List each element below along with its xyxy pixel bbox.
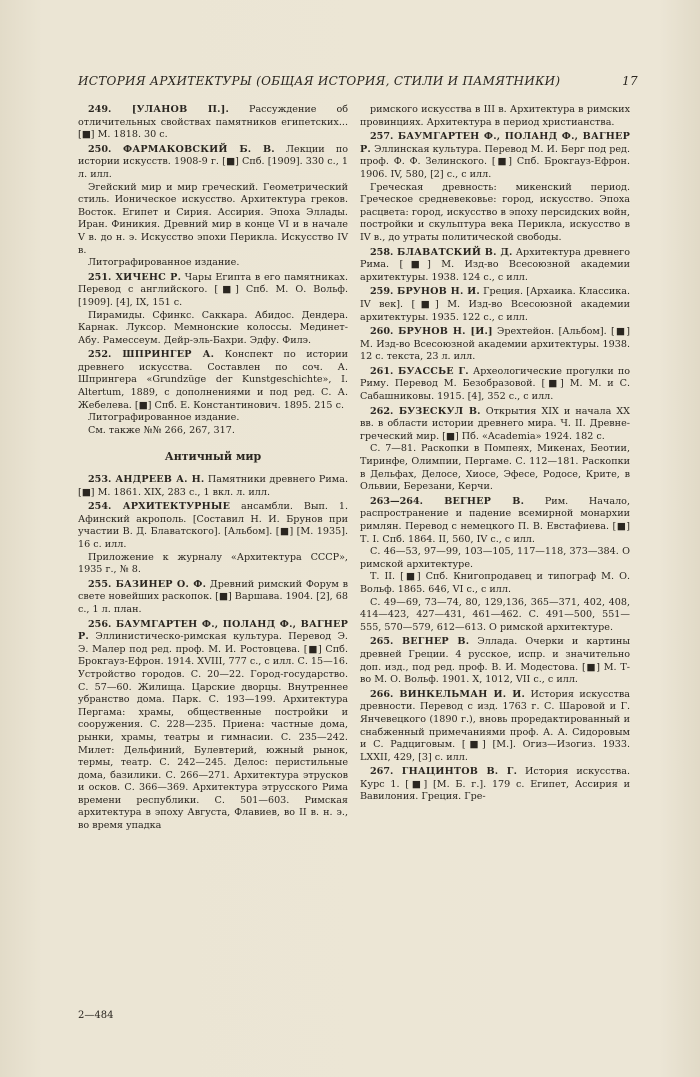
entry-body: История искусства. Курс 1. [■] [М. Б. г.]. 179 с. Египет, Ассирия и Вавилония. Греция. Гре- (360, 766, 630, 803)
entry-body: Рим. Начало, распространение и падение всемирной монархии римлян. Перевод с немецкого П. В. Евстафиева. [■] Т. I. Спб. 1864. II, 560, IV с., с илл. (360, 495, 631, 545)
entry-annotation (360, 597, 630, 635)
entry-number: 258. (370, 246, 394, 258)
entry-body: Пирамиды. Сфинкс. Саккара. Абидос. Дендера. Карнак. Луксор. Мемнонские колоссы. Мединет-Абу. Рамессеум. Дейр-эль-Бахри. Эдфу. Филэ. (78, 309, 348, 346)
bibliography-entry (78, 349, 348, 437)
signature-mark: 2—484 (78, 1010, 114, 1021)
entry-body: Древний римский Форум в свете новейших раскопок. [■] Варшава. 1904. [2], 68 с., 1 л. план. (78, 578, 348, 615)
entry-text (78, 349, 348, 412)
bibliography-entry (360, 689, 630, 765)
entry-number: 252. (88, 349, 112, 361)
entry-text (78, 144, 348, 182)
entry-body: Рассуждение об отличительных свойствах памятников египетских... [■] М. 1818. 30 с. (78, 104, 348, 141)
bibliography-entry (360, 326, 630, 364)
entry-body: Конспект по истории древнего искусства. Составлен по соч. А. Шпрингера «Grundzüge der Kunstgeschichte», I. Altertum, 1889, с дополнениями и под ред. С. А. Жебелева. [■] Спб. Е. Константинович. 1895. 215 с. (78, 349, 348, 411)
entry-annotation (78, 182, 348, 258)
entry-annotation (360, 182, 630, 245)
left-column (78, 104, 348, 835)
entry-body: С. 49—69, 73—74, 80, 129,136, 365—371, 402, 408, 414—423, 427—431, 461—462. С. 491—500, 551—555, 570—579, 612—613. О римской архитектуре. (360, 596, 630, 633)
entry-author: ВЕГНЕР В. (423, 495, 525, 507)
page-number: 17 (622, 74, 638, 88)
entry-body: Греческая древность: микенский период. Греческое средневековье: город, искусство. Эпоха расцвета: город, искусство в эпоху персидских войн, постройки и скульптура века Перикла, искусство в IV в., до утраты политической свободы. (360, 181, 630, 243)
entry-author: [УЛАНОВ П.]. (111, 104, 229, 115)
entry-text (78, 104, 348, 142)
entry-body: Эллинская культура. Перевод М. И. Берг под ред. проф. Ф. Ф. Зелинского. [■] Спб. Брокгауз-Ефрон. 1906. IV, 580, [2] с., с илл. (360, 143, 630, 180)
entry-number: 262. (370, 405, 394, 417)
entry-text (360, 496, 630, 546)
entry-author: ВИНКЕЛЬМАН И. И. (393, 688, 526, 700)
entry-text (78, 474, 348, 499)
bibliography-entry (360, 366, 630, 404)
entry-number: 256. (88, 618, 112, 630)
entry-text (360, 636, 630, 686)
entry-text (360, 104, 630, 129)
entry-body: История искусства древности. Перевод с изд. 1763 г. С. Шаровой и Г. Янчевецкого (1890 г.), вновь проредактированный и снабженный примечаниями проф. А. А. Сидоровым и С. Радциговым. [■] [М.]. Огиз—Изогиз. 1933. LXXII, 429, [3] с. илл. (360, 688, 631, 763)
entry-annotation (360, 443, 630, 493)
entry-body: Эрехтейон. [Альбом]. [■] М. Изд-во Всесоюзной академии архитектуры. 1938. 12 с. текста, 23 л. илл. (360, 326, 630, 363)
entry-author: ФАРМАКОВСКИЙ Б. В. (111, 143, 275, 155)
entry-text (360, 766, 630, 804)
bibliography-entry (78, 474, 348, 499)
entry-annotation (78, 552, 348, 577)
entry-body: римского искусства в III в. Архитектура в римских провинциях. Архитектура в период христианства. (360, 104, 630, 128)
entry-body: Приложение к журналу «Архитектура СССР», 1935 г., № 8. (78, 551, 348, 576)
entry-text (78, 501, 348, 551)
entry-text (360, 131, 630, 181)
entry-text (360, 326, 630, 364)
entry-author: БРУНОВ Н. И. (393, 286, 480, 298)
bibliography-entry (78, 579, 348, 617)
entry-number: 266. (370, 688, 394, 700)
entry-body: Т. II. [■] Спб. Книгопродавец и типограф М. О. Вольф. 1865. 646, VI с., с илл. (360, 571, 630, 595)
entry-body: Чары Египта в его памятниках. Перевод с английского. [■] Спб. М. О. Вольф. [1909]. [4], IX, 151 с. (78, 271, 348, 308)
entry-body: Открытия XIX и начала XX вв. в области истории древнего мира. Ч. II. Древне-греческий мир. [■] Пб. «Academia» 1924. 182 с. (360, 405, 630, 442)
entry-author: БАЗИНЕР О. Ф. (111, 578, 207, 590)
entry-number: 254. (88, 501, 112, 513)
entry-number: 250. (88, 143, 112, 155)
entry-number: 253. (88, 474, 112, 486)
entry-text (360, 406, 630, 444)
entry-text (360, 689, 630, 765)
bibliography-entry (360, 406, 630, 494)
entry-list (360, 104, 630, 804)
entry-annotation (78, 310, 348, 348)
entry-body: Литографированное издание. (88, 412, 240, 424)
entry-number: 257. (370, 131, 394, 143)
entry-number: 267. (370, 766, 394, 778)
entry-number: 261. (370, 365, 394, 377)
entry-number: 251. (88, 271, 112, 283)
entry-author: БУЗЕСКУЛ В. (393, 405, 481, 417)
entry-body: Памятники древнего Рима. [■] М. 1861. XIX, 283 с., 1 вкл. л. илл. (78, 474, 348, 498)
entry-annotation (78, 412, 348, 425)
entry-author: БЛАВАТСКИЙ В. Д. (393, 246, 513, 258)
entry-author: АРХИТЕКТУРНЫЕ (111, 501, 231, 513)
running-header-title: ИСТОРИЯ АРХИТЕКТУРЫ (ОБЩАЯ ИСТОРИЯ, СТИЛИ И ПАМЯТНИКИ) (78, 74, 561, 88)
entry-body: Археологические прогулки по Риму. Перевод М. Безобразовой. [■] М. М. и С. Сабашниковы. 1915. [4], 352 с., с илл. (360, 365, 630, 403)
entry-author: БАУМГАРТЕН Ф., ПОЛАНД Ф., ВАГНЕР Р. (360, 131, 630, 155)
bibliography-entry (78, 272, 348, 348)
entry-text (360, 247, 630, 285)
entry-number: 263—264. (370, 495, 423, 507)
entry-body: С. 46—53, 97—99, 103—105, 117—118, 373—384. О римской архитектуре. (360, 546, 630, 570)
entry-number: 249. (88, 104, 112, 115)
entry-text (78, 579, 348, 617)
entry-text (360, 286, 630, 324)
entry-author: АНДРЕЕВ А. Н. (111, 474, 205, 486)
bibliography-entry (78, 501, 348, 577)
entry-list (78, 474, 348, 833)
section-title: Античный мир (164, 450, 262, 464)
entry-number: 255. (88, 578, 112, 590)
entry-list (78, 104, 348, 437)
entry-text (360, 366, 630, 404)
entry-author: ГНАЦИНТОВ В. Г. (393, 766, 518, 778)
entry-author: ВЕГНЕР В. (393, 636, 470, 648)
entry-text (78, 272, 348, 310)
entry-body: Лекции по истории искусств. 1908-9 г. [■] Спб. [1909]. 330 с., 1 л. илл. (78, 143, 348, 180)
entry-body: См. также №№ 266, 267, 317. (88, 424, 235, 436)
entry-author: ШПРИНГЕР А. (111, 349, 215, 361)
entry-body: С. 7—81. Раскопки в Помпеях, Микенах, Беотии, Тиринфе, Олимпии, Пергаме. С. 112—181. Раскопки в Дельфах, Делосе, Хиосе, Эфесе, Родосе, Крите, в Ольвии, Березани, Керчи. (360, 443, 630, 493)
bibliography-entry (360, 496, 630, 635)
entry-body: ансамбли. Вып. 1. Афинский акрополь. [Составил Н. И. Брунов при участии В. Д. Блаватского]. [Альбом]. [■] [М. 1935]. 16 с. илл. (78, 501, 348, 550)
entry-body: Архитектура древнего Рима. [■] М. Изд-во Всесоюзной академии архитектуры. 1938. 124 с., с илл. (360, 246, 630, 283)
entry-body: Литографированное издание. (88, 257, 240, 269)
entry-annotation (78, 257, 348, 270)
bibliography-entry (360, 131, 630, 244)
entry-author: БУАССЬЕ Г. (393, 365, 469, 377)
bibliography-entry (360, 636, 630, 686)
bibliography-entry (360, 247, 630, 285)
entry-body: Эгейский мир и мир греческий. Геометрический стиль. Ионическое искусство. Архитектура греков. Восток. Египет и Сирия. Ассирия. Эпоха Эллады. Иран. Финикия. Древний мир в конце VI и в начале V в. до н. э. Искусство эпохи Перикла. Искусство IV в. (78, 181, 348, 256)
entry-number: 259. (370, 286, 394, 298)
bibliography-entry (78, 619, 348, 833)
entry-annotation (360, 571, 630, 596)
bibliography-entry (78, 104, 348, 142)
bibliography-entry (360, 104, 630, 129)
entry-author: ХИЧЕНС Р. (111, 271, 182, 283)
entry-number: 260. (370, 326, 394, 338)
entry-author: БАУМГАРТЕН Ф., ПОЛАНД Ф., ВАГНЕР Р. (78, 618, 348, 643)
entry-annotation (360, 546, 630, 571)
entry-text (78, 619, 348, 833)
entry-annotation (78, 425, 348, 438)
running-header (78, 74, 638, 88)
right-column (360, 104, 630, 806)
entry-body: Эллинистическо-римская культура. Перевод Э. Э. Малер под ред. проф. М. И. Ростовцева. [■] Спб. Брокгауз-Ефрон. 1914. XVIII, 777 с., с илл. С. 15—16. Устройство городов. С. 20—22. Город-государство. С. 57—60. Жилища. Царские дворцы. Внутреннее убранство дома. Парк. С. 193—199. Архитектура Пергама: храмы, общественные постройки и сооружения. С. 228—235. Приена: частные дома, рынки, храмы, театры и гимнасии. С. 235—242. Милет: Дельфиний, Булевтерий, южный рынок, термы, театр. С. 242—245. Делос: перистильные дома, базилики. С. 266—271. Архитектура этрусков и осков. С. 366—369. Архитектура этрусского Рима времени республики. С. 501—603. Римская архитектура в эпоху Августа, Флавиев, во II в. н. э., во время упадка (78, 631, 348, 832)
entry-body: Эллада. Очерки и картины древней Греции. 4 русское, испр. и значительно доп. изд., под ред. проф. В. И. Модестова. [■] М. Т-во М. О. Вольф. 1901. X, 1012, VII с., с илл. (360, 636, 630, 686)
bibliography-entry (78, 144, 348, 270)
bibliography-entry (360, 286, 630, 324)
bibliography-entry (360, 766, 630, 804)
entry-number: 265. (370, 636, 394, 648)
entry-body: Греция. [Архаика. Классика. IV век]. [■] М. Изд-во Всесоюзной академии архитектуры. 1935. 122 с., с илл. (360, 286, 630, 323)
entry-author: БРУНОВ Н. [И.] (393, 326, 493, 338)
